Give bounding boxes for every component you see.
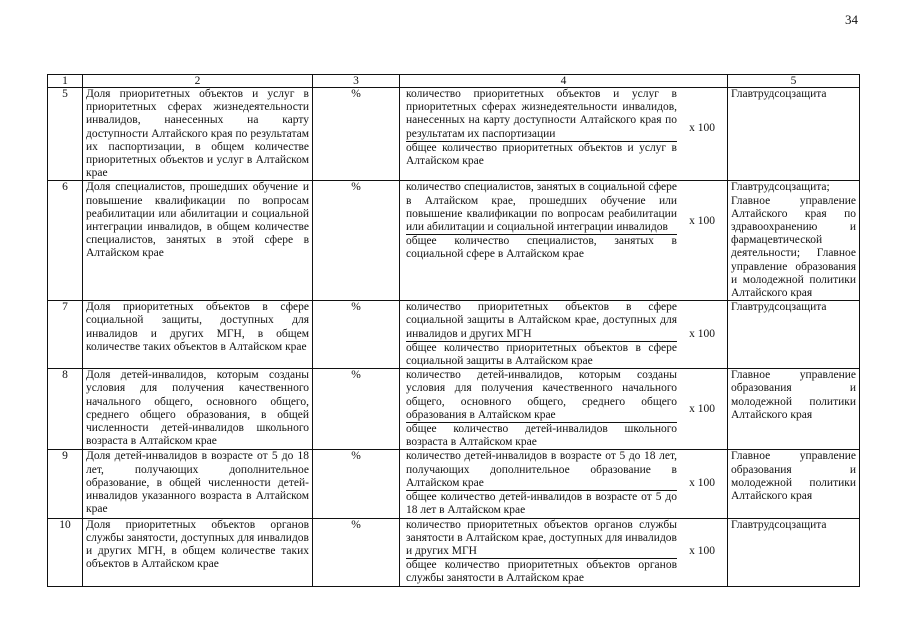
table-row bbox=[48, 88, 860, 181]
formula-denominator: общее количество приоритетных объектов и услуг в Алтайском крае bbox=[406, 141, 677, 168]
formula-numerator: количество приоритетных объектов органов службы занятости в Алтайском крае, доступных для инвалидов и других МГН bbox=[406, 519, 677, 560]
formula-multiplier: x 100 bbox=[689, 214, 715, 227]
formula-multiplier: x 100 bbox=[689, 402, 715, 415]
column-header: 4 bbox=[400, 75, 728, 88]
table-row bbox=[48, 301, 860, 369]
indicator-name: Доля детей-инвалидов, которым созданы условия для получения качественного начального общего, основного общего, среднего общего образования, в общей численности детей-инвалидов школьного возраста в Алтайском крае bbox=[83, 369, 313, 450]
page-number: 34 bbox=[845, 12, 858, 27]
table-row bbox=[48, 450, 860, 518]
indicator-name: Доля детей-инвалидов в возрасте от 5 до 18 лет, получающих дополнительное образование, в общей численности детей-инвалидов указанного возраста в Алтайском крае bbox=[83, 450, 313, 518]
calculation-formula bbox=[400, 369, 728, 450]
formula-denominator: общее количество приоритетных объектов органов службы занятости в Алтайском крае bbox=[406, 559, 677, 585]
formula-numerator: количество детей-инвалидов, которым созданы условия для получения качественного начального общего, основного общего, среднего общего образования в Алтайском крае bbox=[406, 369, 677, 423]
row-number: 5 bbox=[48, 88, 83, 181]
calculation-formula bbox=[400, 181, 728, 301]
unit-of-measure: % bbox=[313, 369, 400, 450]
formula-denominator: общее количество специалистов, занятых в социальной сфере в Алтайском крае bbox=[406, 235, 677, 261]
row-number: 8 bbox=[48, 369, 83, 450]
indicators-table bbox=[47, 74, 860, 587]
row-number: 9 bbox=[48, 450, 83, 518]
indicator-name: Доля приоритетных объектов органов службы занятости, доступных для инвалидов и других МГН, в общем количестве таких объектов в Алтайском крае bbox=[83, 518, 313, 586]
column-header: 2 bbox=[83, 75, 313, 88]
formula-multiplier: x 100 bbox=[689, 121, 715, 134]
unit-of-measure: % bbox=[313, 301, 400, 369]
table-row bbox=[48, 181, 860, 301]
column-header: 3 bbox=[313, 75, 400, 88]
responsible-body: Главное управление образования и молодежной политики Алтайского края bbox=[728, 450, 860, 518]
column-header: 1 bbox=[48, 75, 83, 88]
calculation-formula bbox=[400, 450, 728, 518]
formula-multiplier: x 100 bbox=[689, 328, 715, 341]
unit-of-measure: % bbox=[313, 181, 400, 301]
indicator-name: Доля приоритетных объектов в сфере социальной защиты, доступных для инвалидов и других МГН, в общем количестве таких объектов в Алтайском крае bbox=[83, 301, 313, 369]
responsible-body: Главное управление образования и молодежной политики Алтайского края bbox=[728, 369, 860, 450]
formula-numerator: количество специалистов, занятых в социальной сфере в Алтайском крае, прошедших обучение или повышение квалификации по вопросам реабилитации или абилитации и социальной интеграции инвалидов bbox=[406, 181, 677, 235]
table-row bbox=[48, 369, 860, 450]
calculation-formula bbox=[400, 88, 728, 181]
row-number: 10 bbox=[48, 518, 83, 586]
indicator-name: Доля приоритетных объектов и услуг в приоритетных сферах жизнедеятельности инвалидов, нанесенных на карту доступности Алтайского края по результатам их паспортизации, в общем количестве приоритетных объектов и услуг в Алтайском крае bbox=[83, 88, 313, 181]
formula-denominator: общее количество детей-инвалидов в возрасте от 5 до 18 лет в Алтайском крае bbox=[406, 491, 677, 517]
row-number: 7 bbox=[48, 301, 83, 369]
responsible-body: Главтрудсоцзащита bbox=[728, 518, 860, 586]
formula-denominator: общее количество приоритетных объектов в сфере социальной защиты в Алтайском крае bbox=[406, 341, 677, 368]
formula-multiplier: x 100 bbox=[689, 545, 715, 558]
formula-numerator: количество приоритетных объектов в сфере социальной защиты в Алтайском крае, доступных для инвалидов и других МГН bbox=[406, 301, 677, 342]
responsible-body: Главтрудсоцзащита; Главное управление Алтайского края по здравоохранению и фармацевтической деятельности; Главное управление образования и молодежной политики Алтайского края bbox=[728, 181, 860, 301]
table-header-row bbox=[48, 75, 860, 88]
formula-numerator: количество приоритетных объектов и услуг в приоритетных сферах жизнедеятельности инвалидов, нанесенных на карту доступности Алтайского края по результатам их паспортизации bbox=[406, 88, 677, 142]
indicator-name: Доля специалистов, прошедших обучение и повышение квалификации по вопросам реабилитации или абилитации и социальной интеграции инвалидов, в общем количестве специалистов, занятых в этой сфере в Алтайском крае bbox=[83, 181, 313, 301]
column-header: 5 bbox=[728, 75, 860, 88]
responsible-body: Главтрудсоцзащита bbox=[728, 301, 860, 369]
unit-of-measure: % bbox=[313, 518, 400, 586]
formula-denominator: общее количество детей-инвалидов школьного возраста в Алтайском крае bbox=[406, 423, 677, 449]
formula-multiplier: x 100 bbox=[689, 477, 715, 490]
calculation-formula bbox=[400, 301, 728, 369]
formula-numerator: количество детей-инвалидов в возрасте от 5 до 18 лет, получающих дополнительное образование в Алтайском крае bbox=[406, 450, 677, 491]
calculation-formula bbox=[400, 518, 728, 586]
table-row bbox=[48, 518, 860, 586]
row-number: 6 bbox=[48, 181, 83, 301]
responsible-body: Главтрудсоцзащита bbox=[728, 88, 860, 181]
unit-of-measure: % bbox=[313, 450, 400, 518]
unit-of-measure: % bbox=[313, 88, 400, 181]
